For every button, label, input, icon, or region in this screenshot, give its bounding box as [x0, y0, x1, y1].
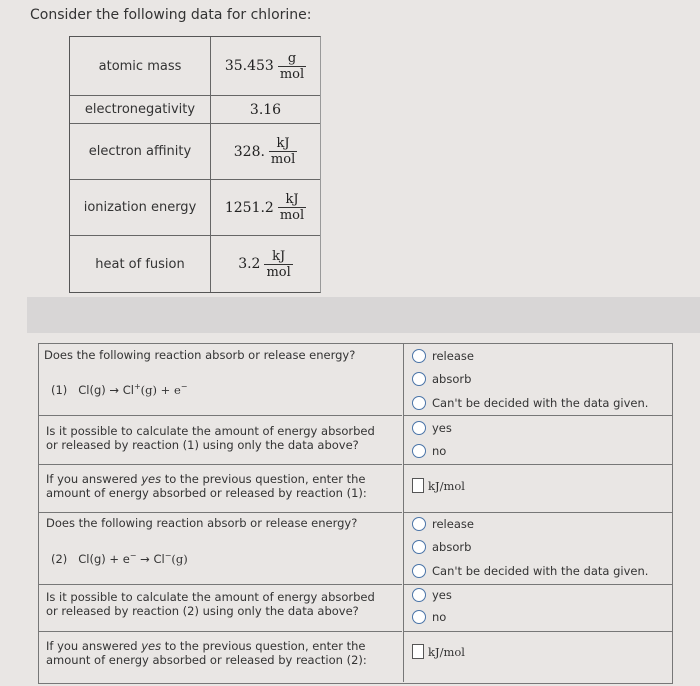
- row-electronegativity: [70, 96, 320, 124]
- unit-den: mol: [279, 208, 305, 223]
- q2-reaction-cell: [39, 513, 402, 585]
- value-atomic-mass: 35.453: [224, 58, 274, 74]
- q2-answer-cell: [403, 632, 672, 682]
- q1-answer-input[interactable]: [412, 478, 424, 493]
- q2-possible-options-cell: [403, 585, 672, 632]
- row-ionization-energy: [70, 180, 320, 236]
- label-electronegativity: electronegativity: [70, 96, 211, 123]
- unit-label: kJ/mol: [428, 478, 465, 493]
- radio-icon[interactable]: [412, 372, 426, 386]
- radio-icon[interactable]: [412, 540, 426, 554]
- unit-den: mol: [266, 264, 291, 280]
- row-atomic-mass: [70, 37, 320, 96]
- q2-option-yes[interactable]: yes: [412, 588, 452, 602]
- q1-option-release[interactable]: release: [412, 349, 474, 363]
- radio-icon[interactable]: [412, 610, 426, 624]
- radio-icon[interactable]: [412, 444, 426, 458]
- value-heat-of-fusion: 3.2: [238, 256, 261, 272]
- arrow-icon: →: [140, 551, 154, 566]
- unit-den: mol: [279, 66, 305, 82]
- unit-label: kJ/mol: [428, 644, 465, 659]
- q1-option-no[interactable]: no: [412, 444, 446, 458]
- q2-option-release[interactable]: release: [412, 517, 474, 531]
- gray-banner: [27, 297, 700, 333]
- q1-possible-options-cell: [403, 416, 672, 465]
- page-title: Consider the following data for chlorine:: [30, 7, 312, 23]
- unit-num: g: [287, 50, 297, 66]
- q2-option-cant-decide[interactable]: Can't be decided with the data given.: [412, 564, 648, 578]
- value-electron-affinity: 328.: [233, 143, 265, 160]
- q1-equation: (1) Cl(g) → Cl+(g) + e−: [51, 382, 188, 397]
- q1-enter-cell: [39, 465, 402, 513]
- radio-icon[interactable]: [412, 588, 426, 602]
- row-heat-of-fusion: [70, 236, 320, 292]
- q1-enter-question: If you answered yes to the previous question, enter the amount of energy absorbed or released by reaction (1):: [46, 472, 367, 500]
- radio-icon[interactable]: [412, 349, 426, 363]
- q1-possible-question: Is it possible to calculate the amount of energy absorbed or released by reaction (1) using only the data above?: [46, 424, 375, 452]
- radio-icon[interactable]: [412, 564, 426, 578]
- q2-option-no[interactable]: no: [412, 610, 446, 624]
- q2-possible-question: Is it possible to calculate the amount of energy absorbed or released by reaction (2) using only the data above?: [46, 590, 375, 618]
- q1-question: Does the following reaction absorb or release energy?: [44, 348, 356, 362]
- label-electron-affinity: electron affinity: [70, 124, 211, 179]
- radio-icon[interactable]: [412, 517, 426, 531]
- q2-question: Does the following reaction absorb or release energy?: [46, 516, 358, 530]
- q1-option-cant-decide[interactable]: Can't be decided with the data given.: [412, 396, 648, 410]
- q1-answer-cell: [403, 465, 672, 513]
- q2-answer-input[interactable]: [412, 644, 424, 659]
- q1-option-yes[interactable]: yes: [412, 421, 452, 435]
- q1-reaction-cell: [39, 344, 402, 416]
- arrow-icon: →: [109, 382, 123, 397]
- chlorine-data-table: [69, 36, 321, 293]
- question-table: [38, 343, 673, 684]
- unit-num: kJ: [272, 248, 286, 264]
- q2-options-cell: [403, 513, 672, 585]
- value-electronegativity: 3.16: [249, 101, 282, 118]
- q1-options-cell: [403, 344, 672, 416]
- label-heat-of-fusion: heat of fusion: [70, 236, 211, 292]
- q2-equation: (2) Cl(g) + e− → Cl−(g): [51, 551, 188, 566]
- row-electron-affinity: [70, 124, 320, 180]
- q2-option-absorb[interactable]: absorb: [412, 540, 471, 554]
- q2-enter-question: If you answered yes to the previous question, enter the amount of energy absorbed or released by reaction (2):: [46, 639, 367, 667]
- value-ionization-energy: 1251.2: [224, 199, 274, 216]
- radio-icon[interactable]: [412, 421, 426, 435]
- q1-option-absorb[interactable]: absorb: [412, 372, 471, 386]
- label-atomic-mass: atomic mass: [70, 37, 211, 95]
- q2-possible-cell: [39, 585, 402, 632]
- q2-enter-cell: [39, 632, 402, 682]
- label-ionization-energy: ionization energy: [70, 180, 211, 235]
- unit-den: mol: [270, 152, 296, 167]
- radio-icon[interactable]: [412, 396, 426, 410]
- q1-possible-cell: [39, 416, 402, 465]
- unit-num: kJ: [285, 192, 299, 207]
- unit-num: kJ: [276, 136, 290, 151]
